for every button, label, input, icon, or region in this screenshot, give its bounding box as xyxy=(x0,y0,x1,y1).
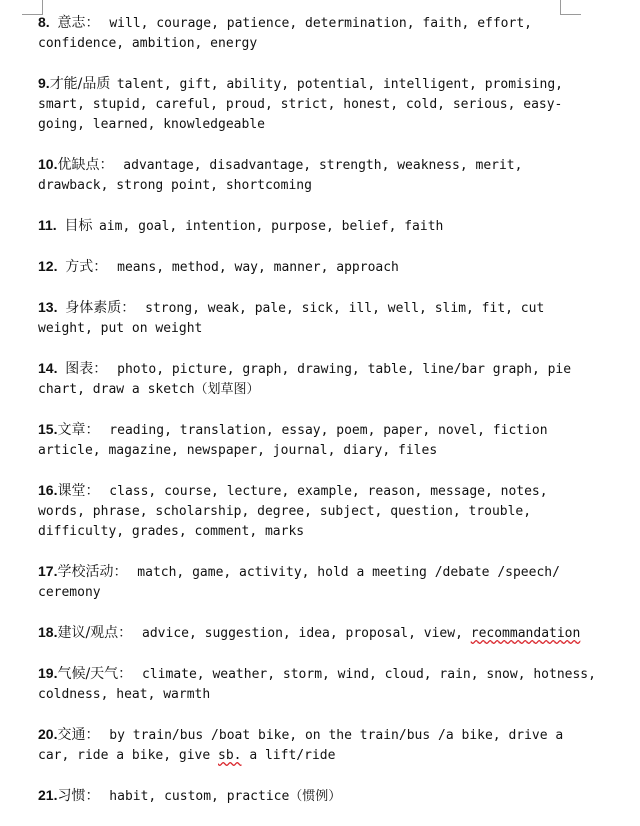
entry-number: 11. xyxy=(38,217,57,233)
entry-number: 18. xyxy=(38,624,58,640)
entry-text: reading, translation, essay, poem, paper, novel, fiction article, magazine, newspaper, journal, diary, files xyxy=(38,423,548,458)
entry-9 xyxy=(38,73,598,135)
entry-text: climate, weather, storm, wind, cloud, rain, snow, hotness, coldness, heat, warmth xyxy=(38,667,596,702)
entry-heading: 优缺点： xyxy=(57,157,114,173)
entry-text: strong, weak, pale, sick, ill, well, slim, fit, cut weight, put on weight xyxy=(38,301,545,336)
entry-heading: 学校活动： xyxy=(57,564,128,580)
entry-heading: 目标 xyxy=(64,218,97,234)
entry-number: 20. xyxy=(38,726,58,742)
entry-number: 16. xyxy=(38,482,58,498)
entry-number: 13. xyxy=(38,299,58,315)
entry-heading: 图表： xyxy=(65,361,108,377)
entry-number: 12. xyxy=(38,258,58,274)
document-body xyxy=(38,12,598,826)
entry-17 xyxy=(38,561,598,603)
entry-text-tail: a lift/ride xyxy=(241,748,336,763)
entry-15 xyxy=(38,419,598,461)
misspelled-word: sb. xyxy=(218,748,242,763)
entry-heading: 意志： xyxy=(57,15,100,31)
entry-heading: 身体素质： xyxy=(65,300,136,316)
entry-heading: 课堂： xyxy=(57,483,100,499)
entry-number: 21. xyxy=(38,787,58,803)
entry-number: 19. xyxy=(38,665,58,681)
entry-text: photo, picture, graph, drawing, table, line/bar graph, pie chart, draw a sketch（划草图） xyxy=(38,362,572,397)
entry-number: 17. xyxy=(38,563,58,579)
entry-11 xyxy=(38,215,598,237)
entry-10 xyxy=(38,154,598,196)
entry-number: 9. xyxy=(38,75,50,91)
entry-text: advantage, disadvantage, strength, weakness, merit, drawback, strong point, shortcoming xyxy=(38,158,523,193)
entry-heading: 交通： xyxy=(57,727,100,743)
entry-12 xyxy=(38,256,598,278)
entry-8 xyxy=(38,12,598,54)
entry-text: by train/bus /boat bike, on the train/bus /a bike, drive a car, ride a bike, give xyxy=(38,728,564,763)
entry-20 xyxy=(38,724,598,766)
entry-number: 8. xyxy=(38,14,50,30)
entry-heading: 才能/品质 xyxy=(49,76,115,92)
entry-18 xyxy=(38,622,598,644)
entry-21 xyxy=(38,785,598,807)
entry-text: class, course, lecture, example, reason, message, notes, words, phrase, scholarship, degree, subject, question, trouble, difficulty, grades, comment, marks xyxy=(38,484,548,539)
entry-text: match, game, activity, hold a meeting /debate /speech/ ceremony xyxy=(38,565,560,600)
entry-heading: 方式： xyxy=(65,259,108,275)
entry-heading: 建议/观点： xyxy=(57,625,133,641)
entry-heading: 气候/天气： xyxy=(57,666,133,682)
entry-text: aim, goal, intention, purpose, belief, faith xyxy=(98,219,444,234)
entry-13 xyxy=(38,297,598,339)
entry-16 xyxy=(38,480,598,542)
entry-19 xyxy=(38,663,598,705)
entry-number: 10. xyxy=(38,156,58,172)
entry-number: 15. xyxy=(38,421,58,437)
entry-text: advice, suggestion, idea, proposal, view, xyxy=(142,626,463,641)
entry-heading: 文章： xyxy=(57,422,100,438)
entry-number: 14. xyxy=(38,360,58,376)
misspelled-word: recommandation xyxy=(470,626,581,641)
entry-text: will, courage, patience, determination, faith, effort, confidence, ambition, energy xyxy=(38,16,532,51)
entry-text: talent, gift, ability, potential, intelligent, promising, smart, stupid, careful, proud, strict, honest, cold, serious, easy-going, learned, knowledgeable xyxy=(38,77,563,132)
entry-heading: 习惯： xyxy=(57,788,100,804)
entry-14 xyxy=(38,358,598,400)
entry-text: habit, custom, practice（惯例） xyxy=(109,789,342,804)
entry-text: means, method, way, manner, approach xyxy=(117,260,399,275)
